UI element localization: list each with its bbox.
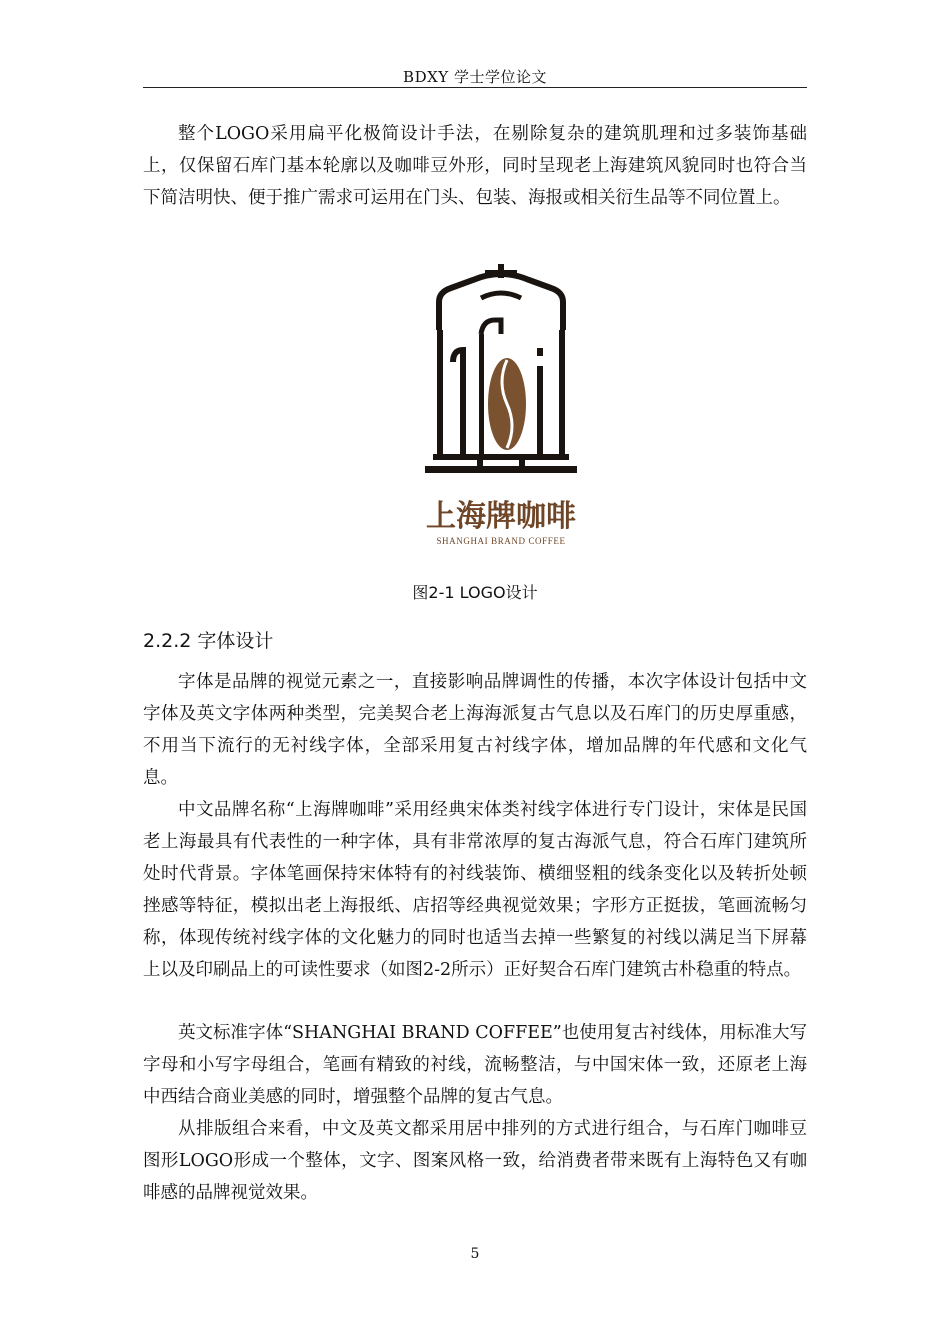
paragraph-english-font: 英文标准字体“SHANGHAI BRAND COFFEE”也使用复古衬线体，用标准大写字母和小写字母组合，笔画有精致的衬线，流畅整洁，与中国宋体一致，还原老上海中西结合商业美感的同时，增强整个品牌的复古气息。: [143, 1023, 807, 1107]
page-header: BDXY 学士学位论文: [403, 68, 547, 86]
paragraph-font-intro: 字体是品牌的视觉元素之一，直接影响品牌调性的传播，本次字体设计包括中文字体及英文字体两种类型，完美契合老上海海派复古气息以及石库门的历史厚重感，不用当下流行的无衬线字体，全部采用复古衬线字体，增加品牌的年代感和文化气息。: [143, 672, 807, 788]
paragraph-chinese-font: 中文品牌名称“上海牌咖啡”采用经典宋体类衬线字体进行专门设计，宋体是民国老上海最具有代表性的一种字体，具有非常浓厚的复古海派气息，符合石库门建筑所处时代背景。字体笔画保持宋体特有的衬线装饰、横细竖粗的线条变化以及转折处顿挫感等特征，模拟出老上海报纸、店招等经典视觉效果；字形方正挺拔，笔画流畅匀称，体现传统衬线字体的文化魅力的同时也适当去掉一些繁复的衬线以满足当下屏幕上以及印刷品上的可读性要求（如图2-2所示）正好契合石库门建筑古朴稳重的特点。: [143, 800, 807, 980]
paragraph-logo-description: 整个LOGO采用扁平化极简设计手法，在剔除复杂的建筑肌理和过多装饰基础上，仅保留石库门基本轮廓以及咖啡豆外形，同时呈现老上海建筑风貌同时也符合当下简洁明快、便于推广需求可运用在门头、包装、海报或相关衍生品等不同位置上。: [143, 124, 807, 208]
figure-caption: 图2-1 LOGO设计: [412, 583, 538, 602]
header-rule: [143, 87, 807, 88]
logo-chinese-text: 上海牌咖啡: [426, 499, 576, 534]
shikumen-coffee-logo-icon: [423, 264, 579, 558]
logo-figure: [423, 264, 579, 558]
logo-english-text: SHANGHAI BRAND COFFEE: [436, 536, 566, 546]
paragraph-layout: 从排版组合来看，中文及英文都采用居中排列的方式进行组合，与石库门咖啡豆图形LOGO形成一个整体，文字、图案风格一致，给消费者带来既有上海特色又有咖啡感的品牌视觉效果。: [143, 1119, 807, 1203]
section-heading: 2.2.2 字体设计: [143, 630, 274, 652]
page-number: 5: [470, 1246, 480, 1262]
